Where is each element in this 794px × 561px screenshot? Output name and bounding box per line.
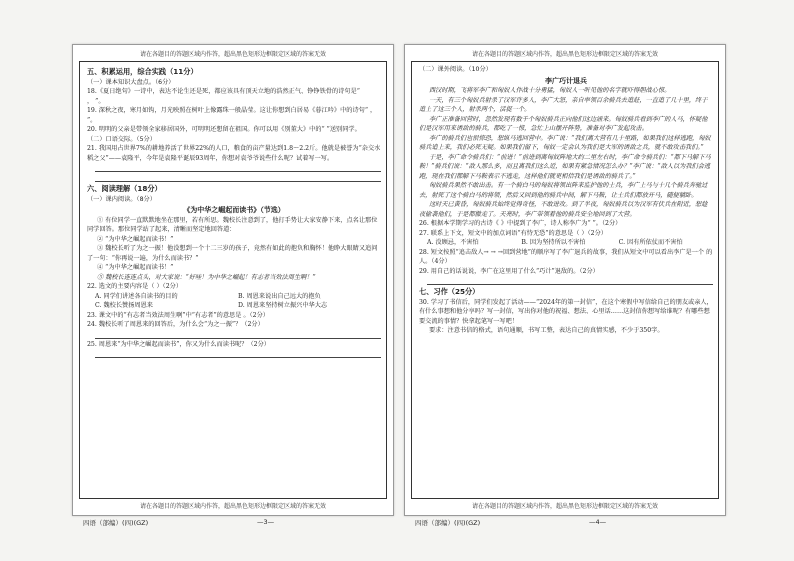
question-22-options [95,292,381,311]
question-20: 20. 明明的父亲是带领全家移居国外，可明明还想留在祖国。你可以用《别董大》中的“ ”送别同学。 [87,126,361,133]
answer-line[interactable] [95,349,381,358]
question-18: 18.《夏日绝句》一诗中，表达不论生还是死，都应该具有顶天立地的浩然正气、铮铮铁骨的诗句是“ [87,88,360,95]
page-number: —3— [257,518,275,526]
option-a[interactable]: A. 没顾忌，不害怕 [427,239,479,246]
page-4-content [419,65,713,336]
option-d[interactable]: D. 周恩来坚持树立振兴中华大志 [238,302,328,309]
question-27: 27. 联系上下文，短文中的加点词语“有恃无恐”的意思是（ ）（2分） [419,229,607,237]
reading-paragraph: 西汉时期，飞将军李广和匈奴人作战十分勇猛，匈奴人一听见他的名字就吓得胆战心惊。 [429,87,671,94]
page-bottom-banner: 请在各题目的答题区域内作答，超出黑色矩形边框限定区域的答案无效 [139,503,326,510]
reading-paragraph: 于是，李广命令骑兵们：“前进！”前进到离匈奴阵地大约二里左右时，李广命令骑兵们：“都下马解下马鞍！”骑兵们说：“敌人那么多，而且离我们这么近，如果有紧急情况怎么办？”李广说：“敌人以为我们会逃跑，现在我们都解下马鞍表示不逃走，这样他们就更相信我们是诱敌的骑兵了。” [419,153,711,180]
page-number: —4— [589,518,607,526]
option-b[interactable]: B. 周恩来说出自己远大的抱负 [238,292,321,300]
question-26: 26. 根据本学期学习的古诗《 》中提到了李广，诗人称李广为“ ”。（2分） [419,220,622,227]
section-7-heading: 七、习作（25分） [419,287,480,296]
answer-line[interactable] [95,163,381,172]
question-25: 25. 周恩来“为中华之崛起而读书”，你又为什么而读书呢？（2分） [87,340,270,348]
answer-line[interactable] [95,173,381,182]
reading-paragraph: 一天，有三个匈奴兵射杀了汉军许多人，李广大怒，亲自率领百余骑兵去追赶，一直追了几十里，终于追上了这三个人，射杀两个，活捉一个。 [419,96,708,113]
question-30: 30. 学习了书信后，同学们发起了活动——“2024年的第一封信”，在这个寒假中写信给自己的朋友或亲人，有什么事想和他分享吗？写一封信，写出你对他的祝福、想法、心里话……这封信你想写给谁呢？有哪些想要交流的事情？快拿起笔写一写吧！ [419,298,713,325]
page-footer [73,518,393,527]
question-18-blank: ， ”。 [87,97,105,105]
option-a[interactable]: A. 同学们讲述各自读书的目的 [95,292,178,300]
footer-code: 四语（部编）(四)(GZ) [415,519,481,527]
reading-paragraph: 李广正准备回营时，忽然发现有数千个匈奴骑兵正向他们这边涌来。匈奴骑兵看到李广的人马，怀疑他们是汉军用来诱敌的骑兵，都吃了一惊，急忙上山摆开阵势，准备对李广发起攻击。 [419,115,708,132]
page-footer [405,518,725,527]
section-5-heading: 五、积累运用，综合实践（11分） [87,67,198,76]
subsection-heading: （二）口语交际。（5分） [87,135,156,143]
page-top-banner: 请在各题目的答题区域内作答，超出黑色矩形边框限定区域的答案无效 [139,51,326,58]
subsection-heading: （一）课本知识大盘点。（6分） [87,78,175,86]
reading-title: 李广巧计退兵 [545,75,587,85]
reading-paragraph: 匈奴骑兵果然不敢出击。有一个骑白马的匈奴将领出阵来监护他的士兵，李广上马与十几个骑兵奔驰过去，射死了这个骑白马的将领，然后又回到他的骑兵中间，解下马鞍，让士兵们都放开马，随便躺卧。 [419,182,708,199]
reading-paragraph: ① 有位同学一直默默地坐在那里，若有所思。魏校长注意到了，他打手势让大家安静下来，点名让那位同学回答。那位同学站了起来，清晰而坚定地回答道： [87,216,378,233]
subsection-heading: （二）课外阅读。（10分） [419,66,492,73]
question-30-requirements: 要求：注意书信的格式，语句通顺，书写工整，表达自己的真情实感，不少于350字。 [429,327,664,334]
reading-title: 《为中华之崛起而读书》（节选） [183,205,285,214]
reading-paragraph: 李广的骑兵们也很惊恐，想纵马逃回营中。李广说：“我们离大营有几十里路，如果我们这样逃跑，匈奴骑兵追上来，我们必死无疑。如果我们留下，匈奴一定会认为我们是大军的诱敌之兵，就不敢攻击我们。” [419,134,711,151]
question-28: 28. 短文按照“追击敌人→ → →回到营地”的顺序写了李广退兵的故事，我们从短文中可以看出李广是一个 的人。（4分） [419,248,713,265]
question-23: 23. 课文中的“有志者当效法周生啊”中“有志者”的意思是 。（2分） [87,311,269,319]
exam-page-3 [72,44,394,527]
section-6-heading: 六、阅读理解（18分） [87,184,162,193]
option-b[interactable]: B. 因为坚持所以不害怕 [521,239,586,246]
question-19: 19. 深秋之夜，寒月如钩，月光映照在树叶上像露珠一般晶莹。这让你想到白居易《暮江吟》中的诗句“ ， ”。 [87,107,377,124]
exam-page-4 [404,44,726,527]
reading-paragraph: ② “为中华之崛起而读书！” [97,235,174,243]
page-top-banner: 请在各题目的答题区域内作答，超出黑色矩形边框限定区域的答案无效 [471,51,658,58]
answer-line[interactable] [95,330,381,339]
reading-paragraph: ③ 魏校长听了为之一振！他没想到一个十二三岁的孩子，竟然有如此的抱负和胸怀！他睁大眼睛又追问了一句：“你再说一遍，为什么而读书？” [87,245,378,262]
page-bottom-banner: 请在各题目的答题区域内作答，超出黑色矩形边框限定区域的答案无效 [471,503,658,510]
subsection-heading: （一）课内阅读。（8分） [87,195,156,203]
option-c[interactable]: C. 魏校长赞扬周恩来 [95,302,153,309]
page-3-content [87,65,381,359]
reading-paragraph: ④ “为中华之崛起而读书！” [97,264,174,271]
answer-line[interactable] [427,276,713,285]
reading-paragraph: ⑤ 魏校长连连点头，对大家说：“好哇！为中华之崛起！有志者当效法周生啊！” [97,273,316,281]
question-22: 22. 选文的主要内容是（ ）（2分） [87,283,183,290]
option-c[interactable]: C. 因有所依仗而不害怕 [618,239,683,246]
reading-paragraph: 这时天已黄昏，匈奴骑兵始终觉得奇怪，不敢进攻。到了半夜，匈奴骑兵以为汉军有伏兵在附近，想趁夜偷袭他们，于是都撤走了。天亮时，李广带领着他的骑兵安全地回到了大营。 [419,201,708,218]
footer-code: 四语（部编）(四)(GZ) [83,519,149,527]
question-29: 29. 用自己的话说说，李广在这里用了什么“巧计”退敌的。（2分） [419,267,599,275]
question-27-options [427,238,713,248]
question-21: 21. 我国用占世界7%的耕地养活了世界22%的人口，粮食的亩产量达到1.8～2.2斤。他就是被誉为“杂交水稻之父”——袁隆平，今年是袁隆平诞辰93周年，你想对袁爷爷说些什么呢？试着写一写。 [87,145,381,162]
question-24: 24. 魏校长听了周恩来的回答后，为什么会“为之一振”？（2分） [87,321,264,328]
